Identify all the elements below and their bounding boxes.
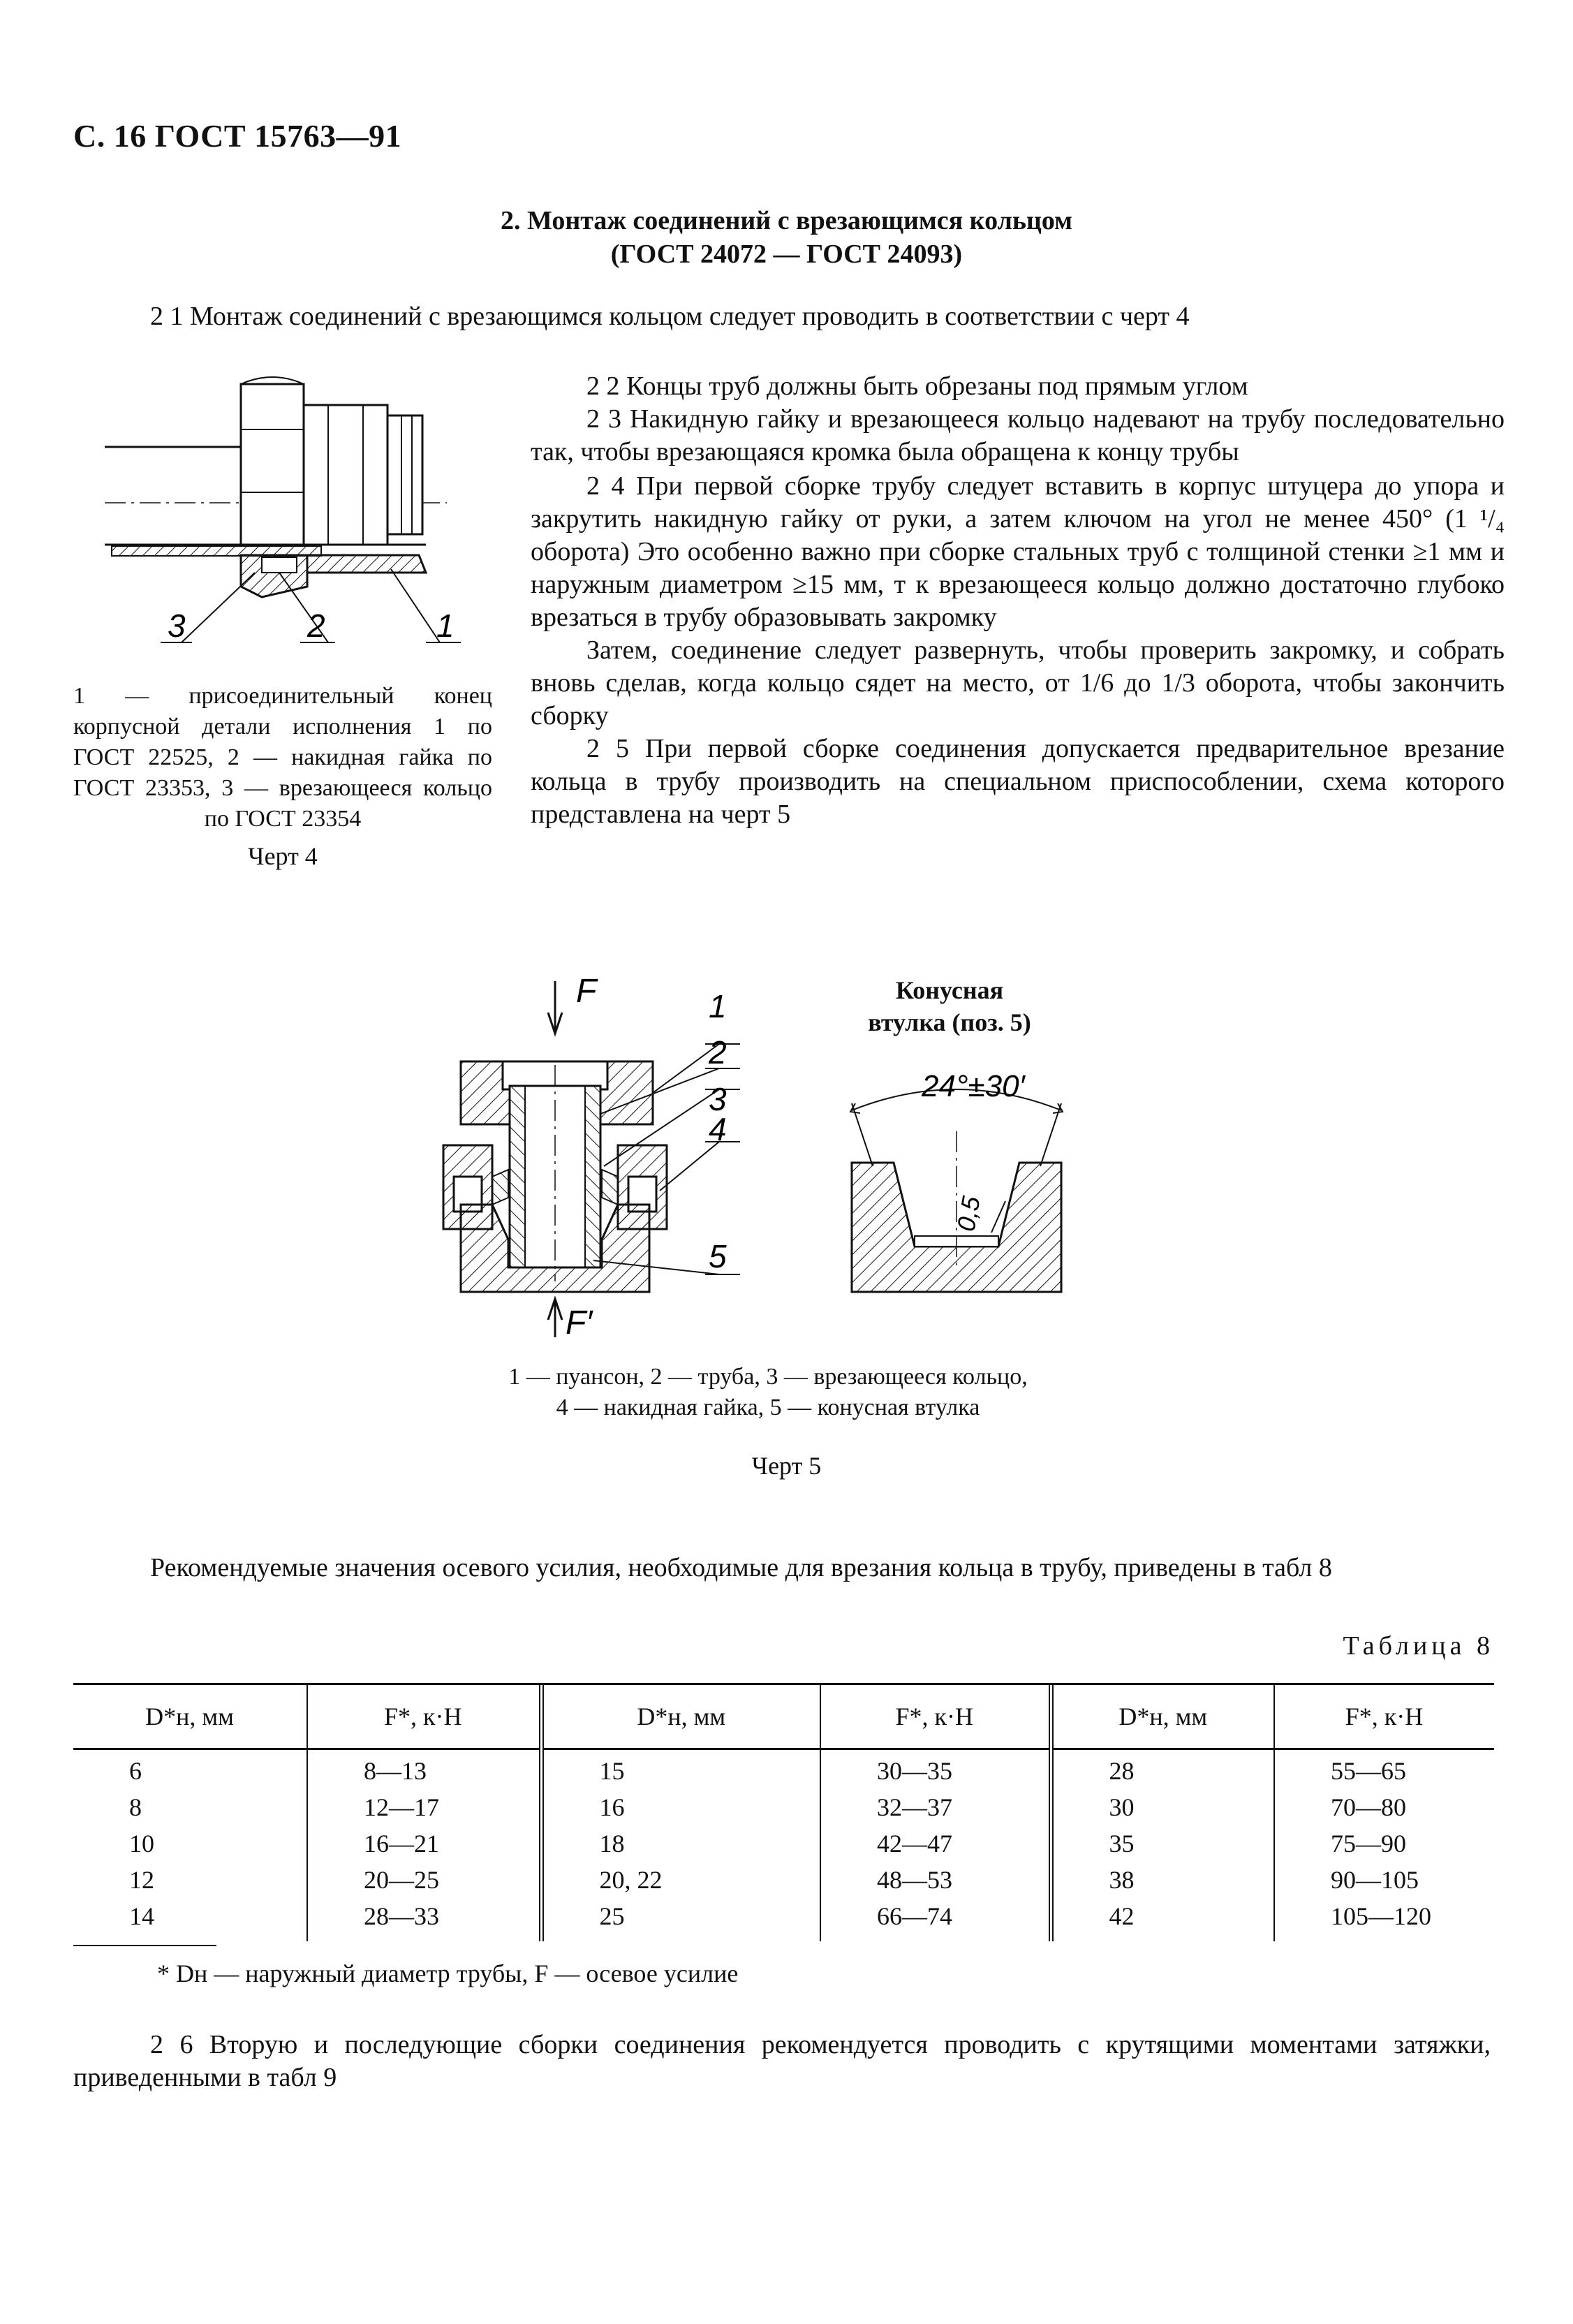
table-row: 8 12—17 16 32—37 30 70—80 [73,1786,1494,1823]
paragraph-2-2: 2 2 Концы труб должны быть обрезаны под прямым углом [586,372,1248,401]
fig5-label-4: 4 [709,1111,727,1147]
figure-5-fixture-drawing [426,974,761,1337]
fig5-label-5: 5 [709,1238,727,1274]
table-8 [73,1683,1494,1941]
section-title-line2: (ГОСТ 24072 — ГОСТ 24093) [610,240,963,269]
right-column [531,370,1505,831]
sleeve-angle: 24°±30′ [922,1069,1025,1103]
fig4-label-1: 1 [436,608,455,644]
table-row: 10 16—21 18 42—47 35 75—90 [73,1823,1494,1859]
fig5-label-1: 1 [709,988,727,1024]
sleeve-chamfer: 0,5 [951,1193,986,1234]
table-row: 6 8—13 15 30—35 28 55—65 [73,1749,1494,1787]
fig5-force-top: F [576,974,597,1010]
section-title-line1: 2. Монтаж соединений с врезающимся кольцом [500,206,1073,235]
figure-5-caption-line2: 4 — накидная гайка, 5 — конусная втулка [556,1395,980,1420]
paragraph-2-6: 2 6 Вторую и последующие сборки соединения рекомендуется проводить с крутящими моментами затяжки, приведенными в табл 9 [73,2030,1491,2092]
section-title [0,204,1573,271]
fig5-label-2: 2 [709,1034,727,1071]
table-8-header-row [73,1685,1494,1749]
table-8-header-5: D*н, мм [1051,1685,1274,1749]
paragraph-2-3: 2 3 Накидную гайку и врезающееся кольцо надевают на трубу последовательно так, чтобы врезающаяся кромка была обращена к концу трубы [531,404,1505,466]
table-8-header-6: F*, к·Н [1274,1685,1494,1749]
figure-5-title: Черт 5 [751,1452,822,1480]
table-row: 12 20—25 20, 22 48—53 38 90—105 [73,1859,1494,1895]
paragraph-2-4-cont: Затем, соединение следует развернуть, чтобы проверить закромку, и собрать вновь сделав, когда кольцо сядет на место, от 1/6 до 1/3 оборота, чтобы закончить сборку [531,635,1505,730]
sleeve-title-line1: Конусная [895,976,1004,1004]
table-row: 14 28—33 25 66—74 42 105—120 [73,1895,1494,1941]
table-8-footnote: * Dн — наружный диаметр трубы, F — осевое усилие [157,1959,739,1987]
paragraph-2-1: 2 1 Монтаж соединений с врезающимся кольцом следует проводить в соответствии с черт 4 [150,302,1190,331]
figure-5-caption [279,1362,1257,1423]
table-8-header-3: D*н, мм [541,1685,820,1749]
table-8-label: Таблица 8 [1343,1631,1494,1661]
figure-5-caption-line1: 1 — пуансон, 2 — труба, 3 — врезающееся кольцо, [508,1364,1028,1390]
figure-4-drawing [98,363,489,656]
fig5-force-bottom: F′ [566,1304,593,1337]
paragraph-2-5: 2 5 При первой сборке соединения допускается предварительное врезание кольца в трубу производить на специальном приспособлении, схема которого представлена на черт 5 [531,734,1505,829]
page-header: С. 16 ГОСТ 15763—91 [73,118,402,154]
figure-4-caption: 1 — присоединительный конец корпусной детали исполнения 1 по ГОСТ 22525, 2 — накидная гайка по ГОСТ 23353, 3 — врезающееся кольцо по ГОСТ 23354 [73,683,492,832]
figure-5-sleeve-drawing [824,1061,1089,1313]
fig4-label-2: 2 [307,608,325,644]
paragraph-2-4: 2 4 При первой сборке трубу следует вставить в корпус штуцера до упора и закрутить накидную гайку от руки, а затем ключом на угол не менее 450° (1 ¹/₄ оборота) Это особенно важно при сборке стальных труб с толщиной стенки ≥1 мм и наружным диаметром ≥15 мм, т к врезающееся кольцо должно достаточно глубоко врезаться в трубу образовывать закромку [531,471,1505,632]
fig4-label-3: 3 [168,608,186,644]
footnote-divider [73,1945,216,1946]
table-8-header-2: F*, к·Н [307,1685,541,1749]
sleeve-title [838,974,1061,1038]
sleeve-title-line2: втулка (поз. 5) [868,1008,1031,1036]
table-8-header-4: F*, к·Н [820,1685,1051,1749]
table-8-header-1: D*н, мм [73,1685,307,1749]
figure-4-title: Черт 4 [248,842,318,870]
fig5-label-3: 3 [709,1081,727,1117]
paragraph-recommended: Рекомендуемые значения осевого усилия, необходимые для врезания кольца в трубу, приведены в табл 8 [150,1553,1332,1582]
